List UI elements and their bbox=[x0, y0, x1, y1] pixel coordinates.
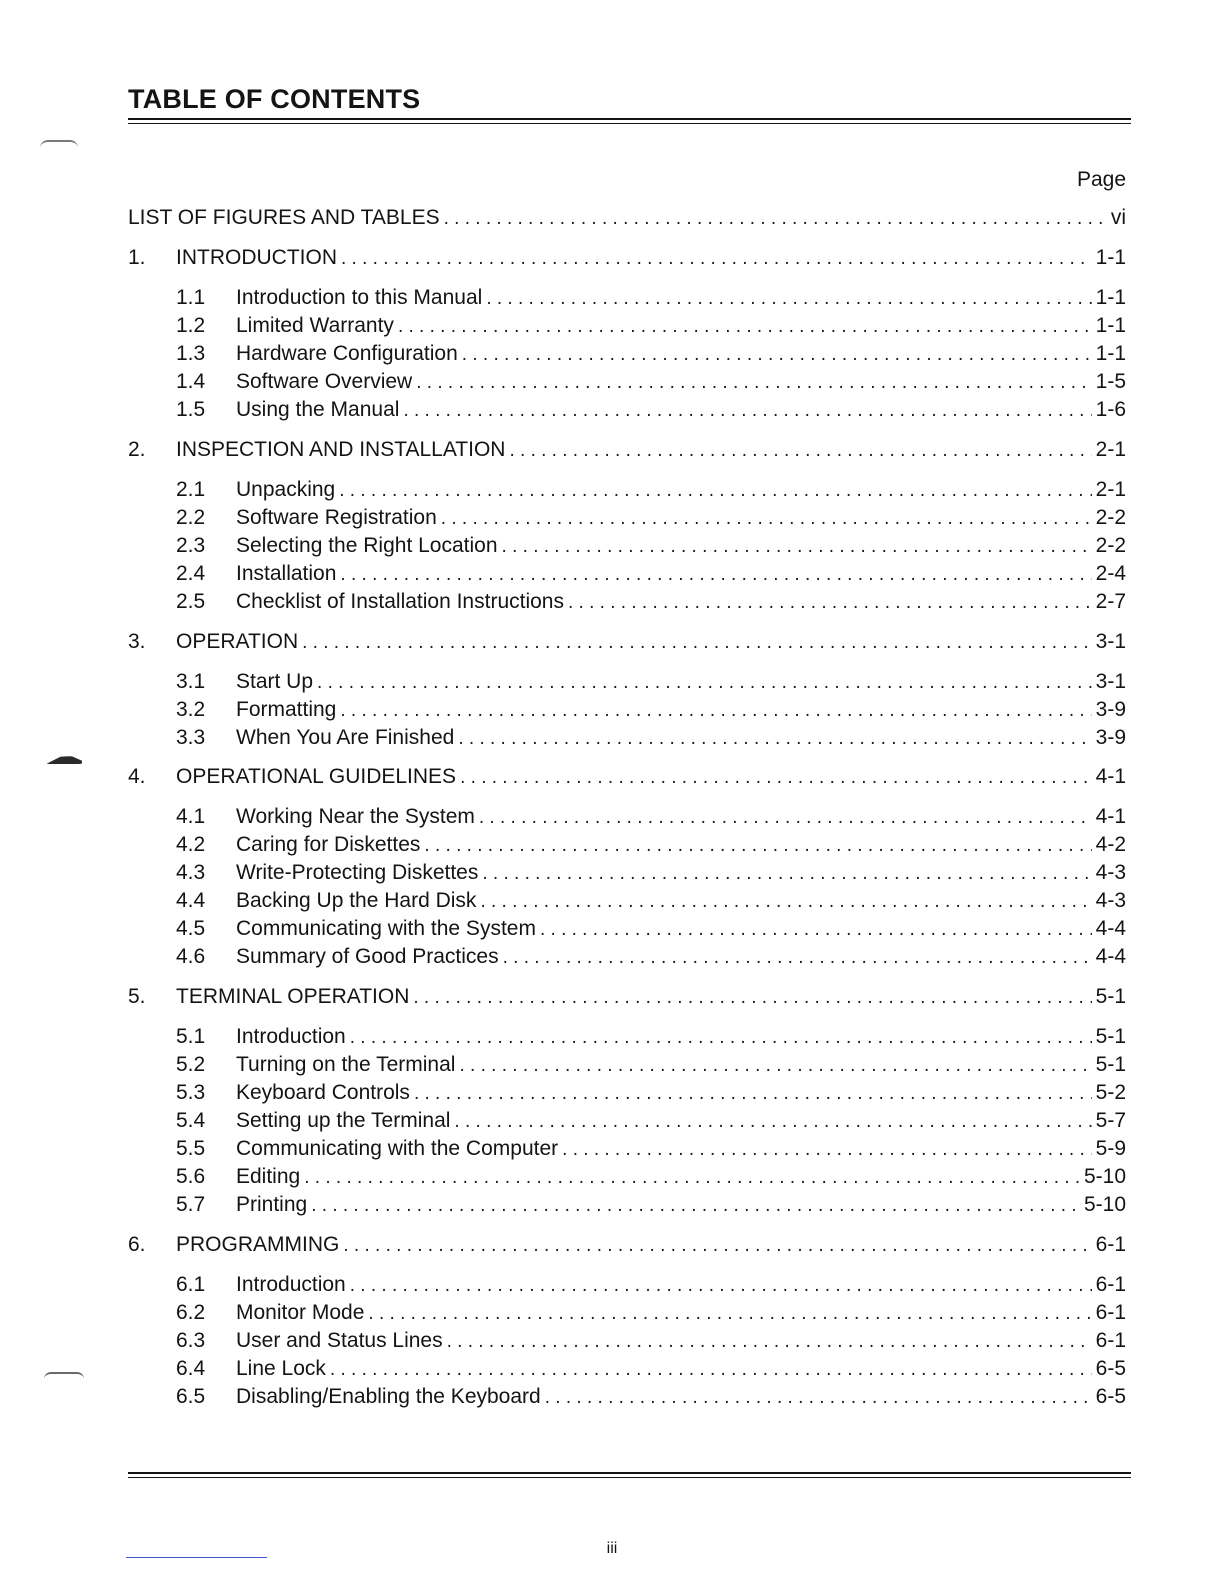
toc-entry-page: 4-4 bbox=[1095, 917, 1126, 940]
toc-entry-number: 4.2 bbox=[176, 833, 206, 856]
toc-entry-number: 4.3 bbox=[176, 861, 206, 884]
toc-entry-title: Unpacking bbox=[236, 478, 336, 501]
toc-entry-title: INTRODUCTION bbox=[176, 246, 337, 269]
toc-entry-title: Caring for Diskettes bbox=[236, 833, 421, 856]
toc-entry-title: Editing bbox=[236, 1165, 301, 1188]
toc-entry-title: PROGRAMMING bbox=[176, 1233, 340, 1256]
toc-entry-page: 6-5 bbox=[1095, 1357, 1126, 1380]
toc-entry-page: 6-1 bbox=[1095, 1329, 1126, 1352]
toc-entry-number: 4.6 bbox=[176, 945, 206, 968]
dot-leader bbox=[304, 1164, 1080, 1192]
toc-entry-page: 2-7 bbox=[1095, 590, 1126, 613]
toc-section-entry[interactable] bbox=[0, 284, 1126, 312]
toc-section-entry[interactable] bbox=[0, 340, 1126, 368]
toc-entry[interactable] bbox=[0, 204, 1126, 232]
dot-leader bbox=[502, 533, 1092, 561]
dot-leader bbox=[462, 341, 1092, 369]
toc-entry-title: Hardware Configuration bbox=[236, 342, 458, 365]
toc-section-entry[interactable] bbox=[0, 696, 1126, 724]
toc-entry-page: 5-1 bbox=[1095, 985, 1126, 1008]
toc-chapter-entry[interactable] bbox=[0, 628, 1126, 656]
toc-entry-title: Checklist of Installation Instructions bbox=[236, 590, 564, 613]
dot-leader bbox=[340, 561, 1091, 589]
toc-entry-page: 2-4 bbox=[1095, 562, 1126, 585]
page-number: iii bbox=[606, 1540, 618, 1557]
toc-entry-number: 5. bbox=[128, 985, 146, 1008]
toc-section-entry[interactable] bbox=[0, 943, 1126, 971]
toc-entry-number: 6.1 bbox=[176, 1273, 206, 1296]
toc-entry-number: 2. bbox=[128, 438, 146, 461]
toc-entry-number: 1. bbox=[128, 246, 146, 269]
toc-section-entry[interactable] bbox=[0, 1327, 1126, 1355]
toc-entry-title: Disabling/Enabling the Keyboard bbox=[236, 1385, 541, 1408]
toc-section-entry[interactable] bbox=[0, 1163, 1126, 1191]
scan-mark bbox=[46, 756, 82, 764]
toc-section-entry[interactable] bbox=[0, 1107, 1126, 1135]
toc-entry-title: Communicating with the System bbox=[236, 917, 536, 940]
toc-entry-page: 2-2 bbox=[1095, 534, 1126, 557]
toc-entry-number: 6.5 bbox=[176, 1385, 206, 1408]
toc-entry-title: Backing Up the Hard Disk bbox=[236, 889, 477, 912]
toc-entry-number: 3.2 bbox=[176, 698, 206, 721]
toc-entry-page: 3-1 bbox=[1095, 630, 1126, 653]
toc-entry-title: Write-Protecting Diskettes bbox=[236, 861, 479, 884]
dot-leader bbox=[341, 245, 1092, 273]
toc-entry-page: 4-1 bbox=[1095, 805, 1126, 828]
toc-entry-page: 2-1 bbox=[1095, 438, 1126, 461]
toc-section-entry[interactable] bbox=[0, 1051, 1126, 1079]
dot-leader bbox=[302, 629, 1092, 657]
toc-entry-page: vi bbox=[1110, 206, 1126, 229]
toc-entry-title: When You Are Finished bbox=[236, 726, 455, 749]
toc-entry-page: 6-5 bbox=[1095, 1385, 1126, 1408]
dot-leader bbox=[340, 697, 1091, 725]
toc-entry-page: 5-2 bbox=[1095, 1081, 1126, 1104]
toc-entry-page: 4-3 bbox=[1095, 861, 1126, 884]
toc-chapter-entry[interactable] bbox=[0, 1231, 1126, 1259]
dot-leader bbox=[403, 397, 1091, 425]
dot-leader bbox=[368, 1300, 1091, 1328]
toc-section-entry[interactable] bbox=[0, 1271, 1126, 1299]
toc-entry-number: 2.3 bbox=[176, 534, 206, 557]
toc-entry-page: 1-1 bbox=[1095, 342, 1126, 365]
scan-mark bbox=[44, 1372, 84, 1379]
dot-leader bbox=[479, 804, 1092, 832]
toc-entry-title: LIST OF FIGURES AND TABLES bbox=[128, 206, 440, 229]
toc-section-entry[interactable] bbox=[0, 504, 1126, 532]
toc-section-entry[interactable] bbox=[0, 396, 1126, 424]
toc-entry-title: Working Near the System bbox=[236, 805, 475, 828]
toc-entry-number: 1.2 bbox=[176, 314, 206, 337]
toc-section-entry[interactable] bbox=[0, 803, 1126, 831]
dot-leader bbox=[545, 1384, 1092, 1412]
dot-leader bbox=[413, 984, 1091, 1012]
dot-leader bbox=[398, 313, 1092, 341]
dot-leader bbox=[414, 1080, 1092, 1108]
toc-entry-title: Monitor Mode bbox=[236, 1301, 365, 1324]
toc-entry-title: Software Overview bbox=[236, 370, 413, 393]
dot-leader bbox=[454, 1108, 1091, 1136]
toc-entry-title: Software Registration bbox=[236, 506, 437, 529]
dot-leader bbox=[486, 285, 1091, 313]
toc-chapter-entry[interactable] bbox=[0, 244, 1126, 272]
toc-entry-title: Introduction bbox=[236, 1025, 346, 1048]
toc-entry-number: 4. bbox=[128, 765, 146, 788]
toc-entry-number: 6.4 bbox=[176, 1357, 206, 1380]
toc-entry-title: Communicating with the Computer bbox=[236, 1137, 559, 1160]
toc-entry-title: Introduction to this Manual bbox=[236, 286, 483, 309]
dot-leader bbox=[480, 888, 1091, 916]
toc-section-entry[interactable] bbox=[0, 1355, 1126, 1383]
toc-entry-page: 1-5 bbox=[1095, 370, 1126, 393]
footer-double-rule bbox=[128, 1472, 1131, 1478]
toc-entry-page: 5-1 bbox=[1095, 1053, 1126, 1076]
toc-entry-title: Selecting the Right Location bbox=[236, 534, 498, 557]
dot-leader bbox=[447, 1328, 1092, 1356]
toc-entry-page: 3-9 bbox=[1095, 698, 1126, 721]
toc-entry-number: 5.6 bbox=[176, 1165, 206, 1188]
toc-entry-number: 3.1 bbox=[176, 670, 206, 693]
toc-section-entry[interactable] bbox=[0, 915, 1126, 943]
toc-entry-title: TERMINAL OPERATION bbox=[176, 985, 410, 1008]
toc-entry-page: 6-1 bbox=[1095, 1273, 1126, 1296]
dot-leader bbox=[562, 1136, 1092, 1164]
page-title: TABLE OF CONTENTS bbox=[128, 84, 421, 114]
dot-leader bbox=[503, 944, 1092, 972]
dot-leader bbox=[441, 505, 1092, 533]
dot-leader bbox=[343, 1232, 1091, 1260]
toc-entry-page: 5-7 bbox=[1095, 1109, 1126, 1132]
toc-entry-page: 4-2 bbox=[1095, 833, 1126, 856]
toc-entry-page: 2-2 bbox=[1095, 506, 1126, 529]
toc-entry-number: 1.1 bbox=[176, 286, 206, 309]
toc-entry-number: 4.4 bbox=[176, 889, 206, 912]
toc-section-entry[interactable] bbox=[0, 560, 1126, 588]
toc-entry-page: 5-1 bbox=[1095, 1025, 1126, 1048]
toc-entry-page: 5-10 bbox=[1083, 1193, 1126, 1216]
toc-entry-number: 1.4 bbox=[176, 370, 206, 393]
toc-entry-page: 3-9 bbox=[1095, 726, 1126, 749]
toc-entry-number: 4.5 bbox=[176, 917, 206, 940]
dot-leader bbox=[509, 437, 1091, 465]
toc-chapter-entry[interactable] bbox=[0, 983, 1126, 1011]
toc-entry-number: 2.2 bbox=[176, 506, 206, 529]
dot-leader bbox=[350, 1024, 1092, 1052]
toc-entry-number: 3. bbox=[128, 630, 146, 653]
toc-section-entry[interactable] bbox=[0, 588, 1126, 616]
toc-entry-number: 5.4 bbox=[176, 1109, 206, 1132]
dot-leader bbox=[330, 1356, 1092, 1384]
toc-entry-title: Summary of Good Practices bbox=[236, 945, 499, 968]
toc-entry-number: 2.5 bbox=[176, 590, 206, 613]
toc-entry-title: Turning on the Terminal bbox=[236, 1053, 456, 1076]
dot-leader bbox=[459, 1052, 1091, 1080]
toc-entry-page: 4-3 bbox=[1095, 889, 1126, 912]
toc-entry-title: OPERATIONAL GUIDELINES bbox=[176, 765, 457, 788]
toc-section-entry[interactable] bbox=[0, 668, 1126, 696]
toc-entry-title: Start Up bbox=[236, 670, 314, 693]
toc-entry-page: 5-9 bbox=[1095, 1137, 1126, 1160]
toc-entry-number: 6. bbox=[128, 1233, 146, 1256]
toc-section-entry[interactable] bbox=[0, 1191, 1126, 1219]
toc-section-entry[interactable] bbox=[0, 831, 1126, 859]
toc-section-entry[interactable] bbox=[0, 724, 1126, 752]
toc-entry-page: 1-1 bbox=[1095, 246, 1126, 269]
dot-leader bbox=[424, 832, 1091, 860]
toc-section-entry[interactable] bbox=[0, 859, 1126, 887]
dot-leader bbox=[568, 589, 1092, 617]
dot-leader bbox=[317, 669, 1092, 697]
toc-section-entry[interactable] bbox=[0, 368, 1126, 396]
toc-entry-number: 1.3 bbox=[176, 342, 206, 365]
dot-leader bbox=[311, 1192, 1080, 1220]
toc-entry-number: 5.2 bbox=[176, 1053, 206, 1076]
dot-leader bbox=[416, 369, 1091, 397]
toc-entry-title: Limited Warranty bbox=[236, 314, 394, 337]
header-double-rule bbox=[128, 118, 1131, 124]
toc-entry-title: Setting up the Terminal bbox=[236, 1109, 451, 1132]
toc-entry-page: 6-1 bbox=[1095, 1233, 1126, 1256]
toc-chapter-entry[interactable] bbox=[0, 436, 1126, 464]
page-column-header: Page bbox=[1076, 168, 1126, 191]
toc-entry-number: 1.5 bbox=[176, 398, 206, 421]
toc-entry-number: 6.3 bbox=[176, 1329, 206, 1352]
toc-section-entry[interactable] bbox=[0, 312, 1126, 340]
toc-entry-page: 4-1 bbox=[1095, 765, 1126, 788]
toc-entry-number: 4.1 bbox=[176, 805, 206, 828]
toc-entry-title: Installation bbox=[236, 562, 337, 585]
scan-mark bbox=[40, 140, 78, 148]
toc-entry-title: Using the Manual bbox=[236, 398, 400, 421]
toc-section-entry[interactable] bbox=[0, 1383, 1126, 1411]
toc-entry-number: 5.7 bbox=[176, 1193, 206, 1216]
toc-entry-number: 2.4 bbox=[176, 562, 206, 585]
toc-entry-number: 5.1 bbox=[176, 1025, 206, 1048]
toc-entry-title: Formatting bbox=[236, 698, 337, 721]
toc-entry-title: OPERATION bbox=[176, 630, 299, 653]
dot-leader bbox=[444, 205, 1107, 233]
toc-entry-title: Keyboard Controls bbox=[236, 1081, 410, 1104]
link-underline bbox=[126, 1557, 267, 1558]
toc-entry-page: 4-4 bbox=[1095, 945, 1126, 968]
toc-entry-page: 2-1 bbox=[1095, 478, 1126, 501]
toc-section-entry[interactable] bbox=[0, 1135, 1126, 1163]
dot-leader bbox=[460, 764, 1092, 792]
dot-leader bbox=[458, 725, 1091, 753]
toc-section-entry[interactable] bbox=[0, 1079, 1126, 1107]
toc-entry-page: 1-1 bbox=[1095, 314, 1126, 337]
toc-entry-title: User and Status Lines bbox=[236, 1329, 443, 1352]
toc-entry-number: 6.2 bbox=[176, 1301, 206, 1324]
toc-entry-number: 2.1 bbox=[176, 478, 206, 501]
toc-entry-page: 1-1 bbox=[1095, 286, 1126, 309]
toc-section-entry[interactable] bbox=[0, 1023, 1126, 1051]
toc-section-entry[interactable] bbox=[0, 476, 1126, 504]
toc-section-entry[interactable] bbox=[0, 532, 1126, 560]
toc-section-entry[interactable] bbox=[0, 1299, 1126, 1327]
toc-entry-title: Line Lock bbox=[236, 1357, 326, 1380]
toc-entry-title: Printing bbox=[236, 1193, 308, 1216]
toc-entry-number: 5.5 bbox=[176, 1137, 206, 1160]
dot-leader bbox=[482, 860, 1091, 888]
toc-entry-number: 5.3 bbox=[176, 1081, 206, 1104]
toc-entry-title: INSPECTION AND INSTALLATION bbox=[176, 438, 506, 461]
dot-leader bbox=[540, 916, 1092, 944]
toc-chapter-entry[interactable] bbox=[0, 763, 1126, 791]
toc-entry-page: 5-10 bbox=[1083, 1165, 1126, 1188]
dot-leader bbox=[350, 1272, 1092, 1300]
toc-entry-number: 3.3 bbox=[176, 726, 206, 749]
toc-entry-title: Introduction bbox=[236, 1273, 346, 1296]
dot-leader bbox=[339, 477, 1091, 505]
toc-entry-page: 1-6 bbox=[1095, 398, 1126, 421]
toc-entry-page: 3-1 bbox=[1095, 670, 1126, 693]
toc-entry-page: 6-1 bbox=[1095, 1301, 1126, 1324]
toc-section-entry[interactable] bbox=[0, 887, 1126, 915]
